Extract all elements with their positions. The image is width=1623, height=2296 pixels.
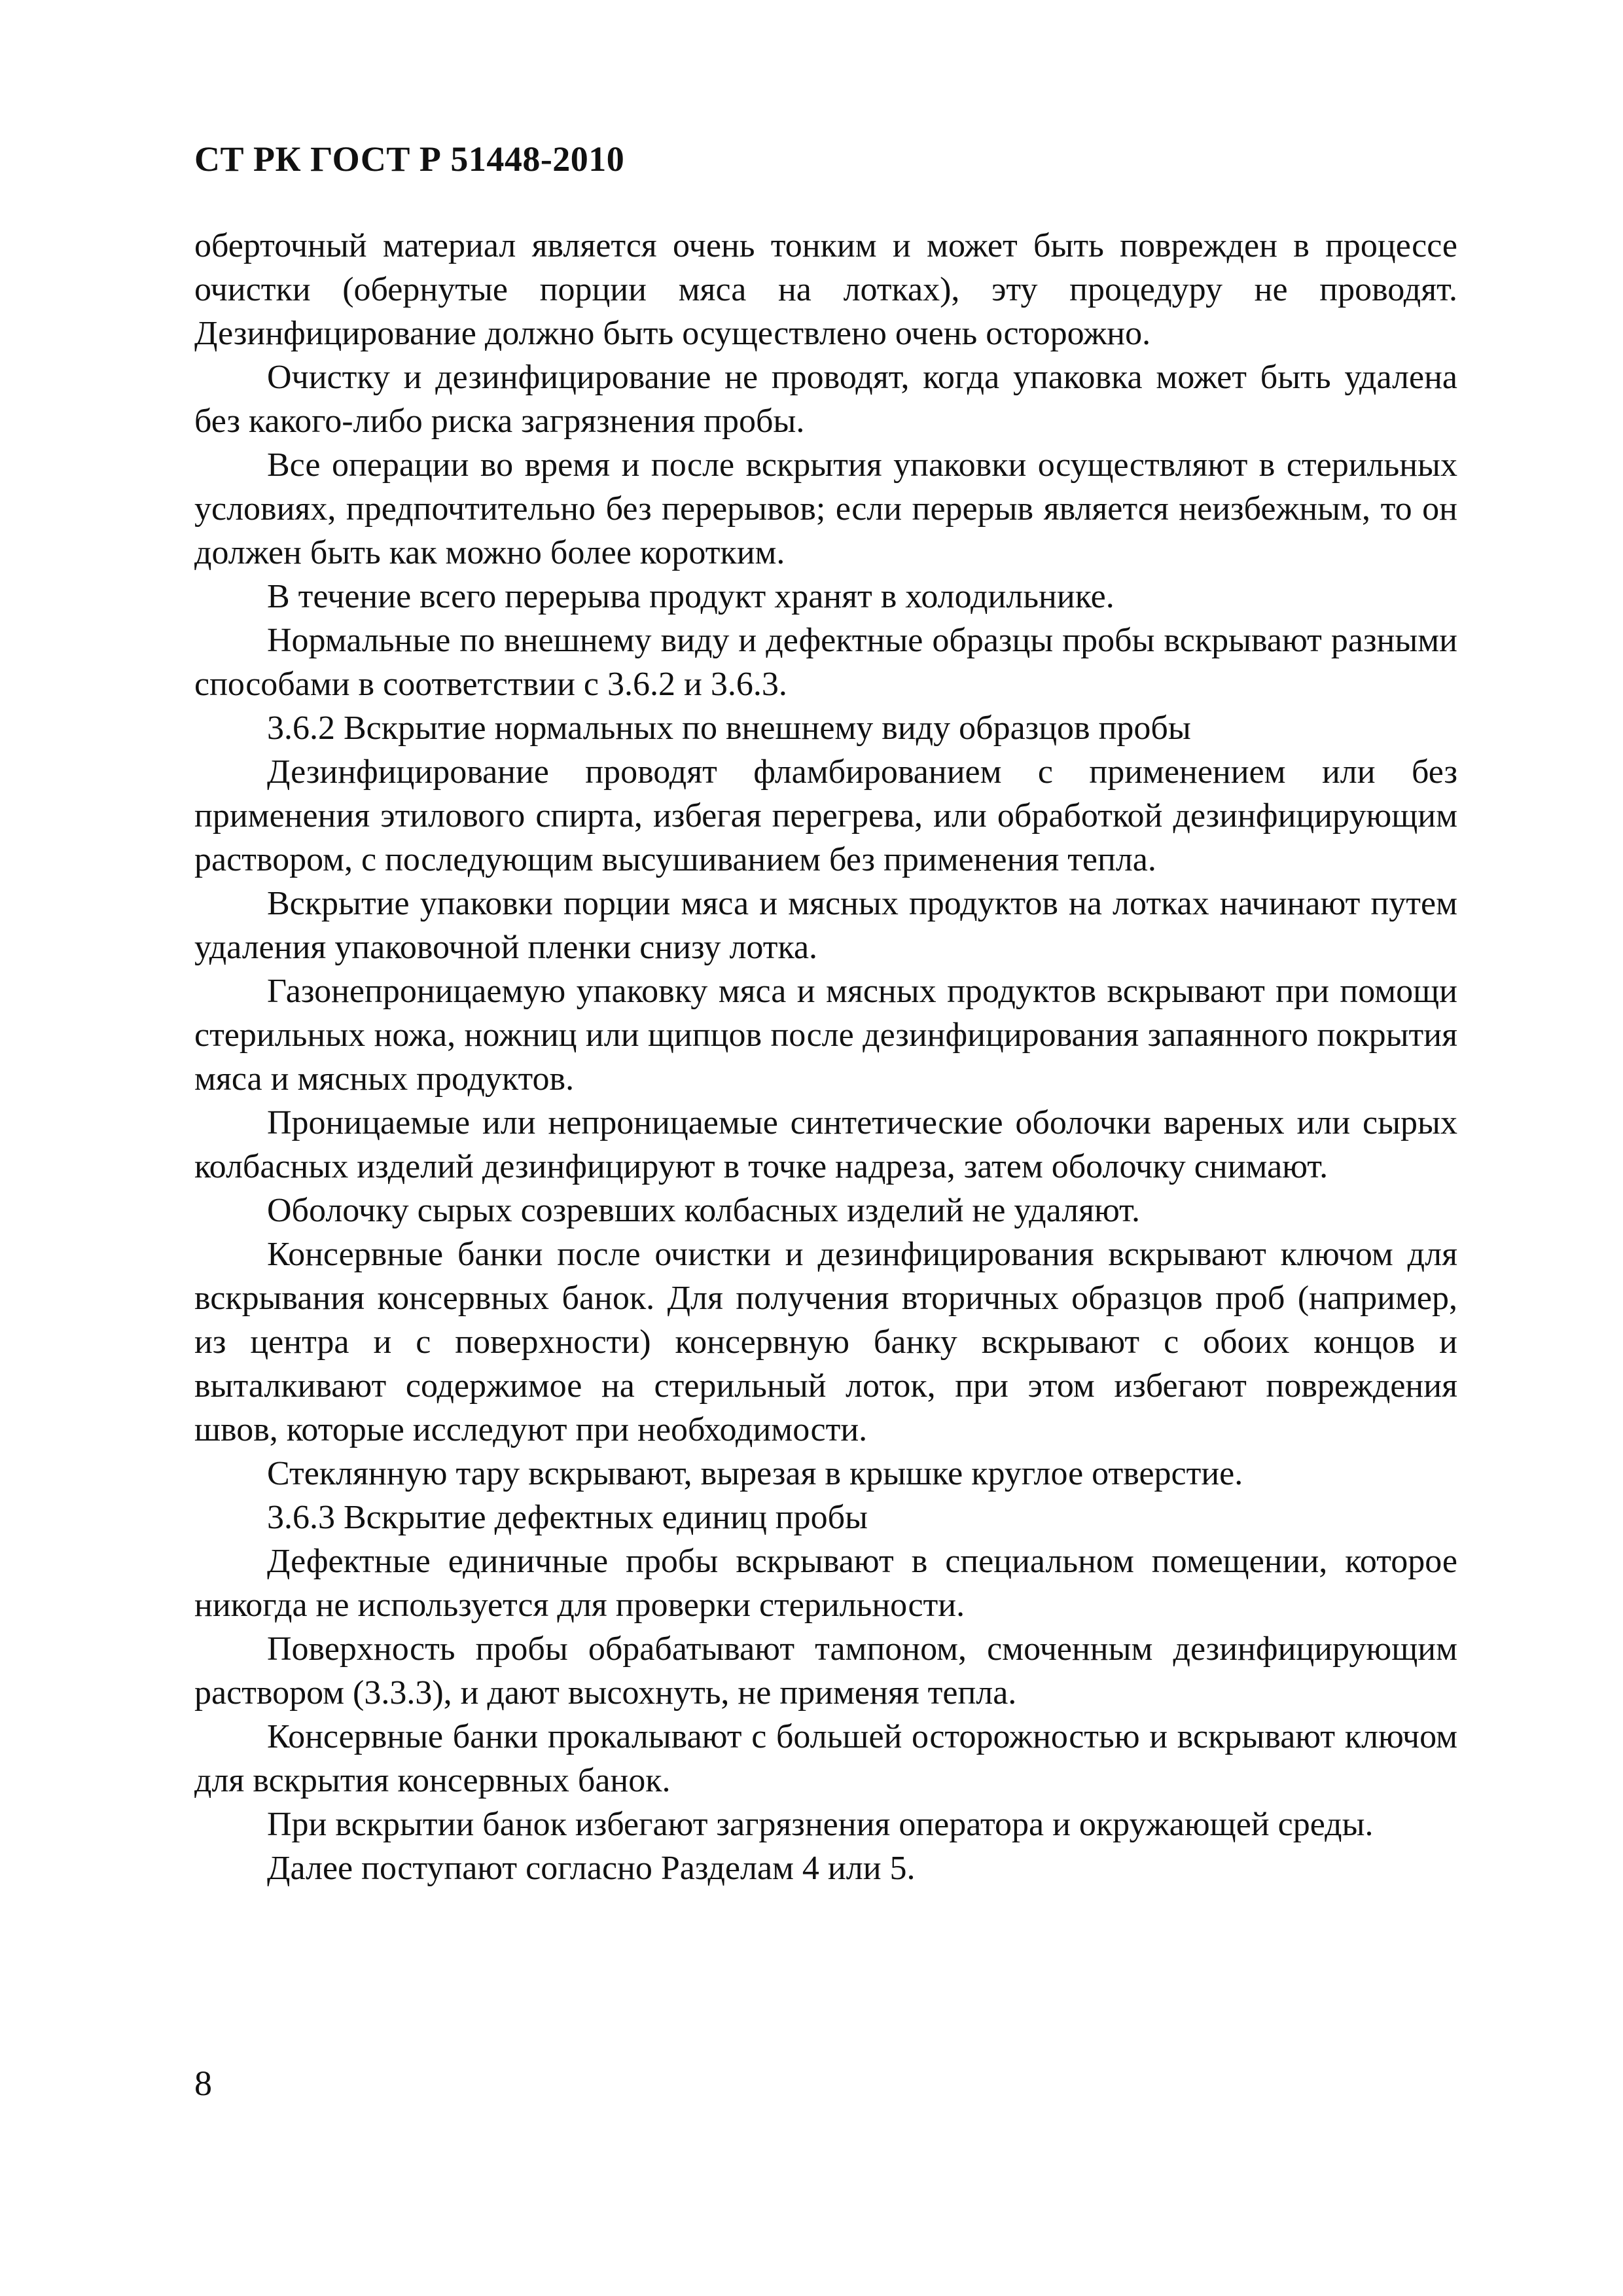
- paragraph: Дефектные единичные пробы вскрывают в специальном помещении, которое никогда не используется для проверки стерильности.: [194, 1543, 1457, 1624]
- paragraph: Консервные банки после очистки и дезинфицирования вскрывают ключом для вскрывания консервных банок. Для получения вторичных образцов проб (например, из центра и с поверхности) консервную банку вскрывают с обоих концов и выталкивают содержимое на стерильный лоток, при этом избегают повреждения швов, которые исследуют при необходимости.: [194, 1236, 1457, 1448]
- paragraph: В течение всего перерыва продукт хранят в холодильнике.: [267, 578, 1115, 615]
- paragraph: Проницаемые или непроницаемые синтетические оболочки вареных или сырых колбасных изделий дезинфицируют в точке надреза, затем оболочку снимают.: [194, 1104, 1457, 1185]
- section-heading-3-6-2: 3.6.2 Вскрытие нормальных по внешнему виду образцов пробы: [267, 709, 1191, 747]
- paragraph: Оболочку сырых созревших колбасных изделий не удаляют.: [267, 1192, 1140, 1229]
- document-header: СТ РК ГОСТ Р 51448-2010: [194, 139, 625, 179]
- paragraph: Все операции во время и после вскрытия упаковки осуществляют в стерильных условиях, предпочтительно без перерывов; если перерыв является неизбежным, то он должен быть как можно более коротким.: [194, 446, 1457, 571]
- body-text: [194, 224, 1457, 1890]
- paragraph: Нормальные по внешнему виду и дефектные образцы пробы вскрывают разными способами в соответствии с 3.6.2 и 3.6.3.: [194, 622, 1457, 703]
- section-heading-3-6-3: 3.6.3 Вскрытие дефектных единиц пробы: [267, 1499, 868, 1536]
- paragraph: Далее поступают согласно Разделам 4 или 5.: [267, 1850, 916, 1887]
- paragraph: Дезинфицирование проводят фламбированием с применением или без применения этилового спирта, избегая перегрева, или обработкой дезинфицирующим раствором, с последующим высушиванием без применения тепла.: [194, 753, 1457, 878]
- paragraph-continuation: оберточный материал является очень тонким и может быть поврежден в процессе очистки (обернутые порции мяса на лотках), эту процедуру не проводят. Дезинфицирование должно быть осуществлено очень осторожно.: [194, 227, 1457, 352]
- paragraph: При вскрытии банок избегают загрязнения оператора и окружающей среды.: [267, 1806, 1374, 1843]
- paragraph: Поверхность пробы обрабатывают тампоном, смоченным дезинфицирующим раствором (3.3.3), и дают высохнуть, не применяя тепла.: [194, 1630, 1457, 1712]
- paragraph: Консервные банки прокалывают с большей осторожностью и вскрывают ключом для вскрытия консервных банок.: [194, 1718, 1457, 1799]
- paragraph: Стеклянную тару вскрывают, вырезая в крышке круглое отверстие.: [267, 1455, 1243, 1492]
- paragraph: Очистку и дезинфицирование не проводят, когда упаковка может быть удалена без какого-либо риска загрязнения пробы.: [194, 359, 1457, 440]
- paragraph: Газонепроницаемую упаковку мяса и мясных продуктов вскрывают при помощи стерильных ножа, ножниц или щипцов после дезинфицирования запаянного покрытия мяса и мясных продуктов.: [194, 973, 1457, 1098]
- page-number: 8: [194, 2064, 212, 2103]
- paragraph: Вскрытие упаковки порции мяса и мясных продуктов на лотках начинают путем удаления упаковочной пленки снизу лотка.: [194, 885, 1457, 966]
